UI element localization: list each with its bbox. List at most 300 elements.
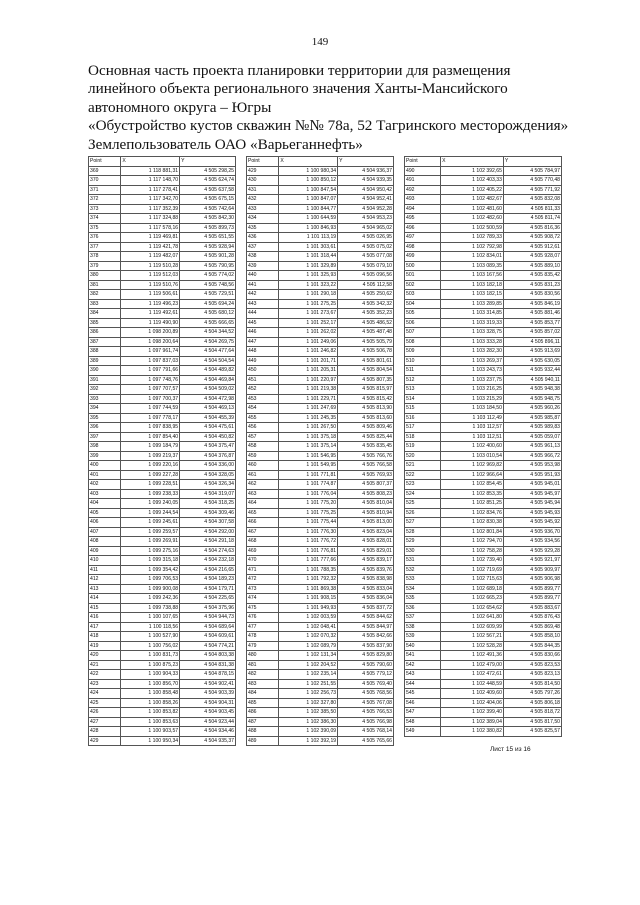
point-cell: 389	[89, 356, 121, 366]
x-cell: 1 119 482,07	[121, 252, 180, 262]
point-cell: 548	[405, 717, 441, 727]
point-cell: 431	[247, 185, 279, 195]
y-cell: 4 505 505,79	[338, 337, 394, 347]
y-cell: 4 505 810,04	[338, 499, 394, 509]
table-row	[405, 499, 562, 509]
document-title	[88, 62, 608, 154]
y-cell: 4 505 830,56	[503, 290, 561, 300]
table-row	[405, 337, 562, 347]
table-row	[247, 518, 394, 528]
table-row	[247, 717, 394, 727]
y-cell: 4 505 352,23	[338, 309, 394, 319]
y-cell: 4 504 950,42	[338, 185, 394, 195]
table-row	[247, 594, 394, 604]
table-row	[89, 556, 236, 566]
x-cell: 1 102 251,55	[279, 679, 338, 689]
point-cell: 503	[405, 290, 441, 300]
x-cell: 1 101 775,44	[279, 518, 338, 528]
x-cell: 1 117 148,70	[121, 176, 180, 186]
table-row	[247, 660, 394, 670]
point-cell: 396	[89, 423, 121, 433]
point-cell: 479	[247, 641, 279, 651]
point-cell: 447	[247, 337, 279, 347]
point-cell: 506	[405, 318, 441, 328]
table-row	[405, 404, 562, 414]
y-cell: 4 504 923,44	[180, 717, 236, 727]
x-cell: 1 100 853,63	[121, 717, 180, 727]
x-cell: 1 102 409,60	[441, 689, 504, 699]
y-cell: 4 504 475,61	[180, 423, 236, 433]
x-cell: 1 101 771,81	[279, 470, 338, 480]
y-cell: 4 504 936,37	[338, 166, 394, 176]
y-cell: 4 504 509,02	[180, 385, 236, 395]
coordinate-tables	[88, 156, 562, 744]
table-row	[247, 537, 394, 547]
x-cell: 1 103 112,49	[441, 413, 504, 423]
y-cell: 4 505 771,92	[503, 185, 561, 195]
table-row	[405, 394, 562, 404]
table-row	[89, 328, 236, 338]
point-cell: 380	[89, 271, 121, 281]
table-row	[89, 698, 236, 708]
point-cell: 372	[89, 195, 121, 205]
y-cell: 4 505 928,94	[180, 242, 236, 252]
x-cell: 1 097 700,37	[121, 394, 180, 404]
point-cell: 507	[405, 328, 441, 338]
point-cell: 505	[405, 309, 441, 319]
point-cell: 398	[89, 442, 121, 452]
table-row	[89, 613, 236, 623]
y-cell: 4 505 846,19	[503, 299, 561, 309]
y-cell: 4 505 815,97	[338, 385, 394, 395]
table-row	[89, 423, 236, 433]
y-cell: 4 505 928,07	[503, 252, 561, 262]
table-row	[89, 195, 236, 205]
point-cell: 410	[89, 556, 121, 566]
table-row	[247, 622, 394, 632]
x-cell: 1 102 403,33	[441, 176, 504, 186]
table-row	[405, 622, 562, 632]
y-cell: 4 505 079,10	[338, 261, 394, 271]
y-cell: 4 505 857,02	[503, 328, 561, 338]
table-row	[247, 214, 394, 224]
x-cell: 1 102 385,50	[279, 708, 338, 718]
point-cell: 429	[89, 736, 121, 746]
table-row	[89, 641, 236, 651]
x-cell: 1 103 184,50	[441, 404, 504, 414]
x-cell: 1 100 856,70	[121, 679, 180, 689]
x-cell: 1 100 847,07	[279, 195, 338, 205]
y-cell: 4 505 779,12	[338, 670, 394, 680]
x-cell: 1 102 794,70	[441, 537, 504, 547]
point-cell: 436	[247, 233, 279, 243]
y-cell: 4 505 250,62	[338, 290, 394, 300]
table-row	[89, 717, 236, 727]
y-cell: 4 504 952,41	[338, 195, 394, 205]
point-cell: 399	[89, 451, 121, 461]
table-row	[405, 252, 562, 262]
x-cell: 1 101 777,66	[279, 556, 338, 566]
table-row	[247, 556, 394, 566]
y-cell: 4 505 767,08	[338, 698, 394, 708]
header-y: Y	[180, 157, 236, 167]
x-cell: 1 117 278,41	[121, 185, 180, 195]
table-row	[405, 546, 562, 556]
y-cell: 4 504 939,35	[338, 176, 394, 186]
point-cell: 377	[89, 242, 121, 252]
y-cell: 4 505 809,46	[338, 423, 394, 433]
x-cell: 1 101 776,72	[279, 537, 338, 547]
point-cell: 440	[247, 271, 279, 281]
table-row	[405, 366, 562, 376]
y-cell: 4 504 450,82	[180, 432, 236, 442]
point-cell: 397	[89, 432, 121, 442]
point-cell: 394	[89, 404, 121, 414]
point-cell: 430	[247, 176, 279, 186]
point-cell: 407	[89, 527, 121, 537]
table-row	[89, 375, 236, 385]
x-cell: 1 097 854,40	[121, 432, 180, 442]
table-row	[89, 546, 236, 556]
x-cell: 1 119 512,03	[121, 271, 180, 281]
x-cell: 1 102 392,19	[279, 736, 338, 746]
x-cell: 1 102 048,41	[279, 622, 338, 632]
table-row	[89, 261, 236, 271]
point-cell: 449	[247, 356, 279, 366]
x-cell: 1 119 492,61	[121, 309, 180, 319]
point-cell: 371	[89, 185, 121, 195]
x-cell: 1 102 405,22	[441, 185, 504, 195]
table-row	[247, 670, 394, 680]
y-cell: 4 505 945,01	[503, 480, 561, 490]
y-cell: 4 505 766,76	[338, 451, 394, 461]
y-cell: 4 505 026,95	[338, 233, 394, 243]
point-cell: 401	[89, 470, 121, 480]
point-cell: 512	[405, 375, 441, 385]
point-cell: 427	[89, 717, 121, 727]
x-cell: 1 099 238,33	[121, 489, 180, 499]
y-cell: 4 505 869,48	[503, 622, 561, 632]
y-cell: 4 505 816,36	[503, 223, 561, 233]
table-row	[247, 565, 394, 575]
point-cell: 417	[89, 622, 121, 632]
point-cell: 528	[405, 527, 441, 537]
x-cell: 1 101 323,22	[279, 280, 338, 290]
y-cell: 4 505 839,17	[338, 556, 394, 566]
table-row	[405, 489, 562, 499]
y-cell: 4 504 309,46	[180, 508, 236, 518]
y-cell: 4 505 729,51	[180, 290, 236, 300]
y-cell: 4 505 823,04	[338, 527, 394, 537]
sheet-label: Лист 15 из 16	[490, 746, 531, 753]
x-cell: 1 099 220,16	[121, 461, 180, 471]
table-row	[89, 242, 236, 252]
point-cell: 379	[89, 261, 121, 271]
table-row	[89, 394, 236, 404]
table-row	[247, 442, 394, 452]
x-cell: 1 100 850,12	[279, 176, 338, 186]
y-cell: 4 505 342,32	[338, 299, 394, 309]
x-cell: 1 102 204,52	[279, 660, 338, 670]
point-cell: 451	[247, 375, 279, 385]
point-cell: 409	[89, 546, 121, 556]
y-cell: 4 505 814,50	[503, 679, 561, 689]
point-cell: 413	[89, 584, 121, 594]
x-cell: 1 101 303,61	[279, 242, 338, 252]
x-cell: 1 102 715,63	[441, 575, 504, 585]
y-cell: 4 505 506,78	[338, 347, 394, 357]
y-cell: 4 505 790,95	[180, 261, 236, 271]
coordinate-table	[246, 156, 394, 746]
x-cell: 1 100 950,34	[121, 736, 180, 746]
x-cell: 1 099 219,37	[121, 451, 180, 461]
y-cell: 4 505 075,02	[338, 242, 394, 252]
point-cell: 536	[405, 603, 441, 613]
y-cell: 4 505 768,14	[338, 727, 394, 737]
y-cell: 4 505 842,30	[180, 214, 236, 224]
x-cell: 1 101 219,38	[279, 385, 338, 395]
table-row	[89, 385, 236, 395]
y-cell: 4 504 965,02	[338, 223, 394, 233]
table-row	[247, 736, 394, 746]
y-cell: 4 505 951,93	[503, 470, 561, 480]
point-cell: 519	[405, 442, 441, 452]
y-cell: 4 504 803,38	[180, 651, 236, 661]
y-cell: 4 505 486,52	[338, 318, 394, 328]
y-cell: 4 504 903,45	[180, 708, 236, 718]
y-cell: 4 505 844,97	[338, 622, 394, 632]
point-cell: 452	[247, 385, 279, 395]
point-cell: 448	[247, 347, 279, 357]
point-cell: 463	[247, 489, 279, 499]
x-cell: 1 102 851,25	[441, 499, 504, 509]
x-cell: 1 103 089,35	[441, 261, 504, 271]
y-cell: 4 504 609,61	[180, 632, 236, 642]
x-cell: 1 102 801,84	[441, 527, 504, 537]
table-row	[89, 565, 236, 575]
table-row	[247, 679, 394, 689]
point-cell: 445	[247, 318, 279, 328]
table-row	[89, 660, 236, 670]
point-cell: 419	[89, 641, 121, 651]
x-cell: 1 097 707,57	[121, 385, 180, 395]
x-cell: 1 102 689,18	[441, 584, 504, 594]
table-row	[89, 670, 236, 680]
y-cell: 4 505 825,44	[338, 432, 394, 442]
table-row	[405, 698, 562, 708]
y-cell: 4 505 899,77	[503, 584, 561, 594]
table-row	[89, 622, 236, 632]
point-cell: 412	[89, 575, 121, 585]
point-cell: 515	[405, 404, 441, 414]
x-cell: 1 102 482,67	[441, 195, 504, 205]
y-cell: 4 505 680,12	[180, 309, 236, 319]
table-row	[405, 356, 562, 366]
point-cell: 499	[405, 252, 441, 262]
header-point: Point	[247, 157, 279, 167]
x-cell: 1 100 644,59	[279, 214, 338, 224]
x-cell: 1 101 249,06	[279, 337, 338, 347]
table-row	[405, 584, 562, 594]
x-cell: 1 101 201,71	[279, 356, 338, 366]
x-cell: 1 102 380,82	[441, 727, 504, 737]
x-cell: 1 099 240,05	[121, 499, 180, 509]
table-row	[247, 689, 394, 699]
table-row	[247, 347, 394, 357]
header-point: Point	[405, 157, 441, 167]
y-cell: 4 505 934,56	[503, 537, 561, 547]
point-cell: 469	[247, 546, 279, 556]
point-cell: 480	[247, 651, 279, 661]
table-row	[247, 632, 394, 642]
table-row	[247, 318, 394, 328]
point-cell: 423	[89, 679, 121, 689]
x-cell: 1 102 609,99	[441, 622, 504, 632]
x-cell: 1 117 342,70	[121, 195, 180, 205]
x-cell: 1 102 792,98	[441, 242, 504, 252]
x-cell: 1 101 229,71	[279, 394, 338, 404]
y-cell: 4 505 858,10	[503, 632, 561, 642]
table-row	[89, 736, 236, 746]
x-cell: 1 101 775,20	[279, 499, 338, 509]
x-cell: 1 100 903,57	[121, 727, 180, 737]
x-cell: 1 102 491,36	[441, 651, 504, 661]
point-cell: 418	[89, 632, 121, 642]
point-cell: 425	[89, 698, 121, 708]
table-row	[405, 432, 562, 442]
x-cell: 1 102 500,59	[441, 223, 504, 233]
table-row	[89, 518, 236, 528]
y-cell: 4 505 966,72	[503, 451, 561, 461]
table-row	[247, 223, 394, 233]
y-cell: 4 505 945,94	[503, 499, 561, 509]
point-cell: 509	[405, 347, 441, 357]
point-cell: 385	[89, 318, 121, 328]
table-row	[247, 366, 394, 376]
point-cell: 543	[405, 670, 441, 680]
y-cell: 4 504 477,64	[180, 347, 236, 357]
point-cell: 532	[405, 565, 441, 575]
table-row	[89, 356, 236, 366]
y-cell: 4 505 811,33	[503, 204, 561, 214]
y-cell: 4 505 881,46	[503, 309, 561, 319]
table-row	[247, 394, 394, 404]
y-cell: 4 505 766,58	[338, 461, 394, 471]
table-row	[247, 461, 394, 471]
y-cell: 4 505 836,04	[338, 594, 394, 604]
point-cell: 395	[89, 413, 121, 423]
y-cell: 4 505 837,90	[338, 641, 394, 651]
point-cell: 530	[405, 546, 441, 556]
table-row	[405, 480, 562, 490]
x-cell: 1 119 469,81	[121, 233, 180, 243]
y-cell: 4 504 904,31	[180, 698, 236, 708]
title-line: автономного округа – Югры	[88, 98, 272, 116]
point-cell: 535	[405, 594, 441, 604]
y-cell: 4 505 901,28	[180, 252, 236, 262]
x-cell: 1 101 549,95	[279, 461, 338, 471]
table-row	[89, 309, 236, 319]
y-cell: 4 505 936,70	[503, 527, 561, 537]
x-cell: 1 099 900,08	[121, 584, 180, 594]
x-cell: 1 101 375,18	[279, 432, 338, 442]
x-cell: 1 103 237,75	[441, 375, 504, 385]
table-row	[89, 499, 236, 509]
table-row	[405, 575, 562, 585]
table-row	[89, 166, 236, 176]
y-cell: 4 505 817,50	[503, 717, 561, 727]
point-cell: 534	[405, 584, 441, 594]
point-cell: 493	[405, 195, 441, 205]
x-cell: 1 103 282,30	[441, 347, 504, 357]
table-row	[405, 670, 562, 680]
x-cell: 1 099 259,57	[121, 527, 180, 537]
point-cell: 483	[247, 679, 279, 689]
table-row	[247, 195, 394, 205]
point-cell: 513	[405, 385, 441, 395]
point-cell: 518	[405, 432, 441, 442]
header-x: X	[441, 157, 504, 167]
table-row	[405, 679, 562, 689]
point-cell: 476	[247, 613, 279, 623]
point-cell: 390	[89, 366, 121, 376]
point-cell: 450	[247, 366, 279, 376]
table-row	[89, 290, 236, 300]
y-cell: 4 505 790,60	[338, 660, 394, 670]
x-cell: 1 101 205,31	[279, 366, 338, 376]
y-cell: 4 505 774,02	[180, 271, 236, 281]
y-cell: 4 505 940,11	[503, 375, 561, 385]
x-cell: 1 102 834,76	[441, 508, 504, 518]
title-line: «Обустройство кустов скважин №№ 78а, 52 Тагринского месторождения»	[88, 117, 569, 135]
point-cell: 524	[405, 489, 441, 499]
table-row	[247, 176, 394, 186]
table-row	[247, 271, 394, 281]
y-cell: 4 504 225,65	[180, 594, 236, 604]
x-cell: 1 101 290,18	[279, 290, 338, 300]
y-cell: 4 505 742,64	[180, 204, 236, 214]
y-cell: 4 504 376,87	[180, 451, 236, 461]
y-cell: 4 505 953,98	[503, 461, 561, 471]
table-row	[89, 432, 236, 442]
y-cell: 4 504 344,52	[180, 328, 236, 338]
table-row	[405, 309, 562, 319]
y-cell: 4 505 844,62	[338, 613, 394, 623]
table-row	[405, 375, 562, 385]
x-cell: 1 098 200,64	[121, 337, 180, 347]
point-cell: 426	[89, 708, 121, 718]
y-cell: 4 505 906,98	[503, 575, 561, 585]
point-cell: 369	[89, 166, 121, 176]
point-cell: 435	[247, 223, 279, 233]
table-row	[89, 223, 236, 233]
x-cell: 1 102 386,30	[279, 717, 338, 727]
table-row	[89, 470, 236, 480]
point-cell: 549	[405, 727, 441, 737]
table-row	[247, 727, 394, 737]
x-cell: 1 117 352,39	[121, 204, 180, 214]
point-cell: 525	[405, 499, 441, 509]
table-row	[247, 451, 394, 461]
x-cell: 1 102 256,73	[279, 689, 338, 699]
x-cell: 1 099 245,61	[121, 518, 180, 528]
x-cell: 1 119 506,61	[121, 290, 180, 300]
point-cell: 375	[89, 223, 121, 233]
x-cell: 1 101 776,81	[279, 546, 338, 556]
x-cell: 1 101 375,14	[279, 442, 338, 452]
y-cell: 4 504 489,82	[180, 366, 236, 376]
point-cell: 437	[247, 242, 279, 252]
